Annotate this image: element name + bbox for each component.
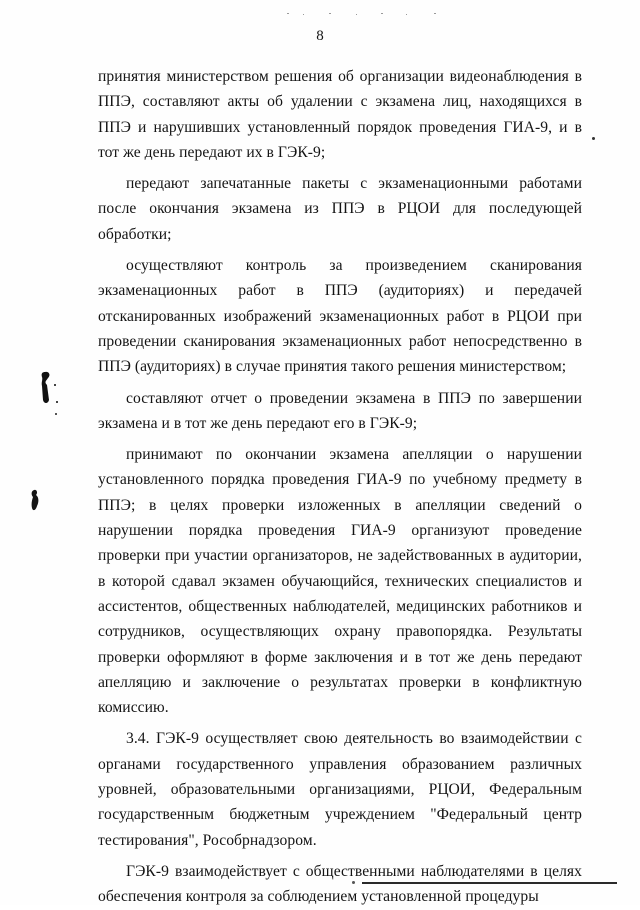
- hole-punch-mark-upper: [36, 370, 62, 420]
- stray-mark: [592, 137, 595, 140]
- paragraph-4: составляют отчет о проведении экзамена в ППЭ по завершении экзамена и в тот же день передают его в ГЭК-9;: [98, 389, 582, 432]
- paragraph-2: передают запечатанные пакеты с экзаменационными работами после окончания экзамена из ППЭ в РЦОИ для последующей обработки;: [98, 175, 582, 243]
- footer-dot: [352, 881, 355, 884]
- paragraph-7: ГЭК-9 взаимодействует с общественными наблюдателями в целях обеспечения контроля за соблюдением установленной процедуры: [98, 862, 582, 906]
- page-number: 8: [316, 28, 324, 44]
- document-body: [98, 64, 582, 910]
- paragraph-3: осуществляют контроль за произведением сканирования экзаменационных работ в ППЭ (аудиториях) и передачей отсканированных изображений экзаменационных работ в РЦОИ при проведении сканирования экзаменационных работ непосредственно в ППЭ (аудиториях) в случае принятия такого решения министерством;: [98, 257, 582, 376]
- hole-punch-mark-lower: [28, 488, 44, 516]
- scan-noise-marks: [285, 8, 445, 16]
- footer-rule: [362, 882, 617, 884]
- paragraph-5: принимают по окончании экзамена апелляции о нарушении установленного порядка проведения ГИА-9 по учебному предмету в ППЭ; в целях проверки изложенных в апелляции сведений о нарушении порядка проведения ГИА-9 организуют проведение проверки при участии организаторов, не задействованных в аудитории, в которой сдавал экзамен обучающийся, технических специалистов и ассистентов, общественных наблюдателей, медицинских работников и сотрудников, осуществляющих охрану правопорядка. Результаты проверки оформляют в форме заключения и в тот же день передают апелляцию и заключение о результатах проверки в конфликтную комиссию.: [98, 446, 582, 717]
- paragraph-6: 3.4. ГЭК-9 осуществляет свою деятельность во взаимодействии с органами государственного управления образованием различных уровней, образовательными организациями, РЦОИ, Федеральным государственным бюджетным учреждением "Федеральный центр тестирования", Рособрнадзором.: [98, 730, 582, 849]
- paragraph-1: принятия министерством решения об организации видеонаблюдения в ППЭ, составляют акты об удалении с экзамена лиц, находящихся в ППЭ и нарушивших установленный порядок проведения ГИА-9, и в тот же день передают их в ГЭК-9;: [98, 68, 582, 161]
